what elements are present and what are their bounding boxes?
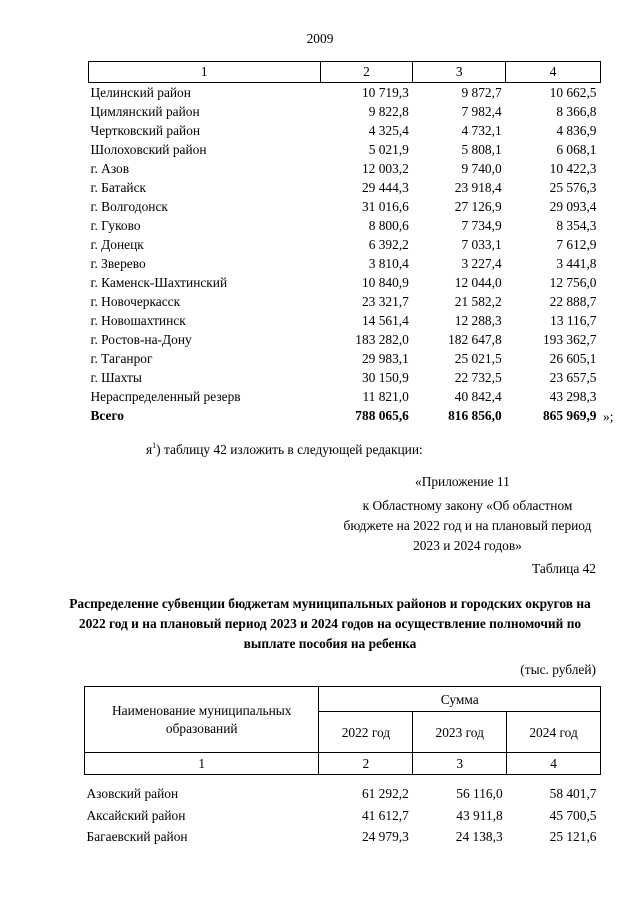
appendix-title: «Приложение 11 (415, 474, 510, 489)
amount-cell: 7 982,4 (461, 104, 502, 119)
municipality-name: Чертковский район (90, 123, 201, 138)
amount-cell: 30 150,9 (361, 370, 409, 385)
municipality-name: г. Азов (90, 161, 130, 176)
table-row (89, 311, 601, 330)
amount-cell: 12 044,0 (454, 275, 502, 290)
amount-cell: 4 732,1 (461, 123, 502, 138)
amount-cell: 10 662,5 (549, 85, 597, 100)
appendix-subtitle: к Областному закону «Об областном бюджете на 2022 год и на плановый период 2023 и 2024 годов» (343, 498, 592, 553)
municipality-name: г. Гуково (90, 218, 141, 233)
table-row (85, 783, 601, 805)
amount-cell: 4 836,9 (556, 123, 597, 138)
table-row (85, 805, 601, 827)
year-header: 2024 год (507, 712, 601, 753)
table-row (89, 197, 601, 216)
table-row (89, 387, 601, 406)
table-label: Таблица 42 (532, 561, 596, 576)
paragraph-superscript: 1 (152, 441, 157, 450)
column-number: 1 (89, 62, 321, 83)
name-header: Наименование муниципальных образований (85, 687, 319, 753)
municipality-name: г. Таганрог (90, 351, 153, 366)
amount-cell: 8 800,6 (368, 218, 409, 233)
table-row (89, 235, 601, 254)
column-number: 4 (506, 62, 601, 83)
table-row (89, 121, 601, 140)
amount-cell: 25 576,3 (549, 180, 597, 195)
table-row (85, 826, 601, 848)
paragraph-text: ) таблицу 42 изложить в следующей редакции: (156, 442, 423, 457)
total-amount: 788 065,6 (355, 408, 409, 423)
total-label: Всего (90, 408, 124, 423)
amount-cell: 23 321,7 (361, 294, 409, 309)
column-number: 1 (85, 753, 319, 775)
amount-cell: 7 734,9 (461, 218, 502, 233)
amount-cell: 7 033,1 (461, 237, 502, 252)
table-row (89, 140, 601, 159)
amount-cell: 24 979,3 (361, 829, 409, 844)
amount-cell: 3 441,8 (556, 256, 597, 271)
amount-cell: 21 582,2 (454, 294, 502, 309)
municipality-name: г. Донецк (90, 237, 144, 252)
table-row (89, 83, 601, 103)
amount-cell: 12 756,0 (549, 275, 597, 290)
amount-cell: 5 808,1 (461, 142, 502, 157)
allocation-table-continued (88, 61, 601, 425)
amount-cell: 9 872,7 (461, 85, 502, 100)
table-row (89, 330, 601, 349)
table-row (89, 102, 601, 121)
amount-cell: 3 227,4 (461, 256, 502, 271)
amount-cell: 23 657,5 (549, 370, 597, 385)
amount-cell: 11 821,0 (362, 389, 409, 404)
column-number: 2 (320, 62, 413, 83)
amount-cell: 23 918,4 (454, 180, 502, 195)
municipality-name: г. Каменск-Шахтинский (90, 275, 228, 290)
municipality-name: г. Новошахтинск (90, 313, 186, 328)
table-row (89, 349, 601, 368)
amount-cell: 22 888,7 (549, 294, 597, 309)
year-header: 2023 год (413, 712, 507, 753)
amount-cell: 9 822,8 (368, 104, 409, 119)
amount-cell: 8 366,8 (556, 104, 597, 119)
column-number: 4 (507, 753, 601, 775)
amount-cell: 9 740,0 (461, 161, 502, 176)
table-heading: Распределение субвенции бюджетам муниципальных районов и городских округов на 2022 год и на плановый период 2023 и 2024 годов на осуществление полномочий по выплате пособия на ребенка (69, 596, 591, 651)
amount-cell: 31 016,6 (361, 199, 409, 214)
sum-header: Сумма (319, 687, 601, 712)
municipality-name: Шолоховский район (90, 142, 207, 157)
amount-cell: 24 138,3 (455, 829, 503, 844)
amount-cell: 4 325,4 (368, 123, 409, 138)
municipality-name: г. Волгодонск (90, 199, 168, 214)
municipality-name: Азовский район (86, 786, 179, 802)
municipality-name: г. Батайск (90, 180, 147, 195)
amount-cell: 43 911,8 (456, 807, 503, 823)
total-row (89, 406, 601, 425)
amount-cell: 29 983,1 (361, 351, 409, 366)
amount-cell: 29 444,3 (361, 180, 409, 195)
table-row (89, 254, 601, 273)
municipality-name: Багаевский район (86, 829, 188, 845)
amount-cell: 58 401,7 (549, 786, 597, 801)
table-row (89, 178, 601, 197)
column-number: 3 (413, 62, 506, 83)
amount-cell: 193 362,7 (542, 332, 597, 347)
total-amount: 816 856,0 (448, 408, 502, 423)
amount-cell: 41 612,7 (361, 807, 409, 823)
municipality-name: Аксайский район (86, 807, 186, 823)
amount-cell: 25 021,5 (454, 351, 502, 366)
column-number: 3 (413, 753, 507, 775)
amount-cell: 10 422,3 (549, 161, 597, 176)
paragraph-letter: я (146, 442, 153, 457)
amount-cell: 43 298,3 (549, 389, 597, 404)
amount-cell: 29 093,4 (549, 199, 597, 214)
amount-cell: 25 121,6 (549, 829, 597, 844)
unit-note: (тыс. рублей) (520, 662, 596, 677)
column-number: 2 (319, 753, 413, 775)
table-row (89, 368, 601, 387)
page-number: 2009 (306, 31, 334, 46)
table-row (89, 273, 601, 292)
table-row (89, 292, 601, 311)
amount-cell: 61 292,2 (361, 786, 409, 801)
amount-cell: 14 561,4 (361, 313, 409, 328)
municipality-name: Целинский район (90, 85, 191, 100)
amount-cell: 8 354,3 (556, 218, 597, 233)
amount-cell: 26 605,1 (549, 351, 597, 366)
amount-cell: 5 021,9 (368, 142, 409, 157)
amount-cell: 27 126,9 (454, 199, 502, 214)
amount-cell: 183 282,0 (355, 332, 409, 347)
amount-cell: 6 068,1 (556, 142, 597, 157)
amount-cell: 45 700,5 (549, 807, 597, 823)
amount-cell: 7 612,9 (556, 237, 597, 252)
year-header: 2022 год (319, 712, 413, 753)
amount-cell: 13 116,7 (550, 313, 597, 328)
total-amount: 865 969,9 (542, 408, 597, 423)
municipality-name: Нераспределенный резерв (90, 389, 241, 404)
closing-quote: »; (603, 409, 614, 424)
subvention-table (84, 686, 601, 848)
amount-cell: 182 647,8 (448, 332, 502, 347)
municipality-name: г. Новочеркасск (90, 294, 181, 309)
municipality-name: г. Шахты (90, 370, 142, 385)
amount-cell: 22 732,5 (454, 370, 502, 385)
municipality-name: г. Зверево (90, 256, 146, 271)
amendment-paragraph (146, 441, 423, 458)
municipality-name: Цимлянский район (90, 104, 200, 119)
amount-cell: 12 288,3 (454, 313, 502, 328)
header-row (85, 687, 601, 712)
amount-cell: 40 842,4 (454, 389, 502, 404)
amount-cell: 10 840,9 (361, 275, 409, 290)
amount-cell: 3 810,4 (368, 256, 409, 271)
column-number-row (85, 753, 601, 775)
amount-cell: 10 719,3 (361, 85, 409, 100)
amount-cell: 6 392,2 (368, 237, 409, 252)
amount-cell: 12 003,2 (361, 161, 409, 176)
amount-cell: 56 116,0 (456, 786, 503, 801)
municipality-name: г. Ростов-на-Дону (90, 332, 192, 347)
table-row (89, 216, 601, 235)
table-row (89, 159, 601, 178)
column-number-row (89, 62, 601, 83)
